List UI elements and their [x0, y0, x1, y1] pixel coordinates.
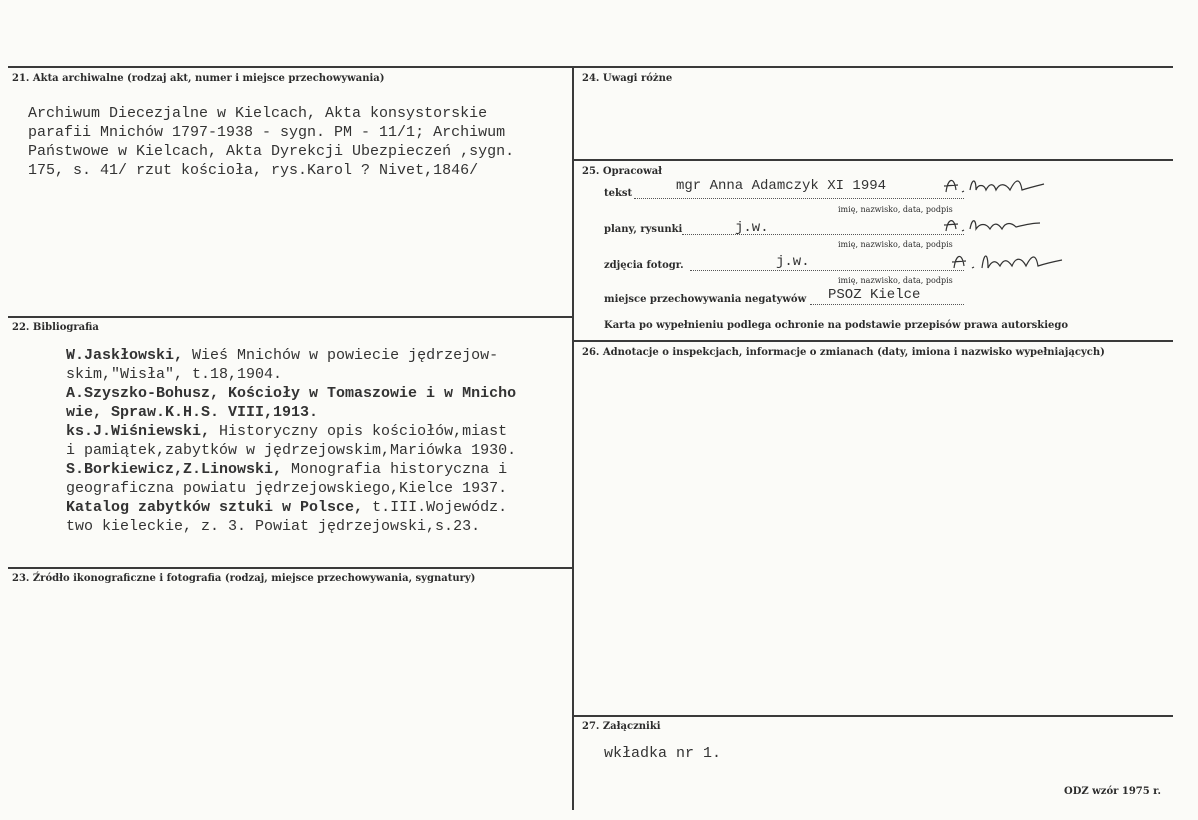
- tekst-caption: imię, nazwisko, data, podpis: [838, 205, 953, 214]
- center-divider: [572, 66, 574, 810]
- zdjecia-value: j.w.: [776, 254, 810, 270]
- rule-22-23: [8, 567, 574, 569]
- signature-2: [940, 213, 1050, 237]
- bibliography-line-8: geograficzna powiatu jędrzejowskiego,Kielce 1937.: [66, 480, 508, 497]
- plany-caption: imię, nazwisko, data, podpis: [838, 240, 953, 249]
- section-27-label: 27. Załączniki: [582, 721, 661, 732]
- tekst-value: mgr Anna Adamczyk XI 1994: [676, 178, 887, 194]
- section-21-line-2: parafii Mnichów 1797-1938 - sygn. PM - 11/1; Archiwum: [28, 124, 506, 141]
- plany-value: j.w.: [735, 220, 769, 236]
- signature-1: [940, 172, 1050, 198]
- rule-24-25: [572, 159, 1173, 161]
- bibliography-line-7: S.Borkiewicz,Z.Linowski, Monografia historyczna i: [66, 461, 508, 478]
- section-24-label: 24. Uwagi różne: [582, 73, 673, 84]
- tekst-dotted-line: [634, 198, 964, 199]
- section-21-label: 21. Akta archiwalne (rodzaj akt, numer i miejsce przechowywania): [12, 73, 385, 84]
- rule-26-27: [572, 715, 1173, 717]
- copyright-note: Karta po wypełnieniu podlega ochronie na podstawie przepisów prawa autorskiego: [604, 320, 1069, 331]
- bibliography-line-6: i pamiątek,zabytków w jędrzejowskim,Mariówka 1930.: [66, 442, 517, 459]
- negatyw-label: miejsce przechowywania negatywów: [604, 294, 807, 305]
- section-27-value: wkładka nr 1.: [604, 745, 722, 762]
- bibliography-line-1: W.Jaskłowski, Wieś Mnichów w powiecie jędrzejow-: [66, 347, 499, 364]
- section-21-line-1: Archiwum Diecezjalne w Kielcach, Akta konsystorskie: [28, 105, 488, 122]
- top-rule: [8, 66, 1173, 68]
- rule-21-22: [8, 316, 574, 318]
- tekst-label: tekst: [604, 188, 633, 199]
- bibliography-line-9: Katalog zabytków sztuki w Polsce, t.III.Wojewódz.: [66, 499, 508, 516]
- section-26-label: 26. Adnotacje o inspekcjach, informacje o zmianach (daty, imiona i nazwisko wypełniających): [582, 347, 1105, 358]
- plany-label: plany, rysunki: [604, 224, 683, 235]
- plany-dotted-line: [682, 234, 964, 235]
- section-21-line-3: Państwowe w Kielcach, Akta Dyrekcji Ubezpieczeń ,sygn.: [28, 143, 515, 160]
- section-25-label: 25. Opracował: [582, 166, 663, 177]
- bibliography-line-4: wie, Spraw.K.H.S. VIII,1913.: [66, 404, 319, 421]
- section-21-line-4: 175, s. 41/ rzut kościoła, rys.Karol ? Nivet,1846/: [28, 162, 479, 179]
- bibliography-line-5: ks.J.Wiśniewski, Historyczny opis kościołów,miast: [66, 423, 508, 440]
- signature-3: [948, 248, 1068, 274]
- bibliography-line-3: A.Szyszko-Bohusz, Kościoły w Tomaszowie i w Mnicho: [66, 385, 517, 402]
- bibliography-line-10: two kieleckie, z. 3. Powiat jędrzejowski,s.23.: [66, 518, 481, 535]
- zdjecia-caption: imię, nazwisko, data, podpis: [838, 276, 953, 285]
- zdjecia-label: zdjęcia fotogr.: [604, 260, 684, 271]
- form-footer: ODZ wzór 1975 r.: [1064, 786, 1162, 797]
- section-23-label: 23. Źródło ikonograficzne i fotografia (rodzaj, miejsce przechowywania, sygnatury): [12, 573, 476, 584]
- section-22-label: 22. Bibliografia: [12, 322, 99, 333]
- zdjecia-dotted-line: [690, 270, 964, 271]
- rule-25-26: [572, 340, 1173, 342]
- bibliography-line-2: skim,"Wisła", t.18,1904.: [66, 366, 283, 383]
- negatyw-value: PSOZ Kielce: [828, 287, 921, 303]
